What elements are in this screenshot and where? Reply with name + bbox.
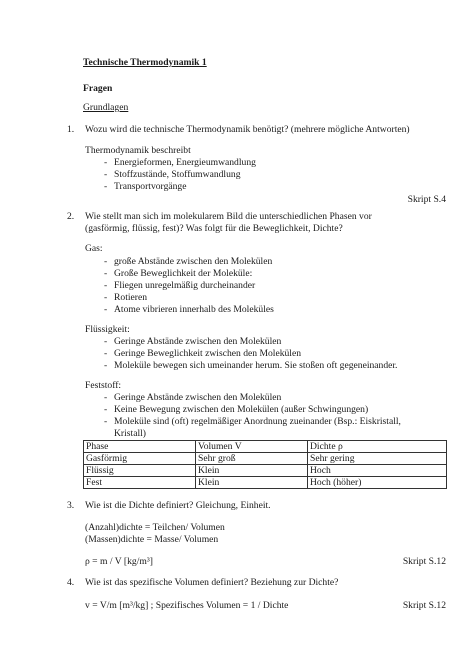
bullet-dash: - (104, 280, 108, 291)
number-density-definition: (Anzahl)dichte = Teilchen/ Volumen (85, 522, 225, 533)
table-cell: Hoch (308, 465, 447, 477)
question-3-number: 3. (67, 500, 75, 511)
question-1-reference: Skript S.4 (407, 194, 446, 205)
list-item: Rotieren (114, 292, 148, 303)
table-row (84, 477, 447, 489)
solid-label: Feststoff: (85, 380, 122, 391)
table-header-cell: Phase (84, 441, 196, 453)
list-item: Moleküle sind (oft) regelmäßiger Anordnung zueinander (Bsp.: Eiskristall, (114, 416, 401, 427)
gas-label: Gas: (85, 243, 103, 254)
list-item: Große Beweglichkeit der Moleküle: (114, 268, 253, 279)
bullet-dash: - (104, 304, 108, 315)
question-2-number: 2. (67, 211, 75, 222)
list-item: Geringe Abstände zwischen den Molekülen (114, 392, 282, 403)
table-cell: Flüssig (84, 465, 196, 477)
list-item-continuation: Kristall) (114, 428, 146, 439)
question-1-text: Wozu wird die technische Thermodynamik benötigt? (mehrere mögliche Antworten) (85, 124, 410, 135)
list-item: Transportvorgänge (114, 181, 187, 192)
table-cell: Klein (196, 477, 308, 489)
list-item: Atome vibrieren innerhalb des Moleküles (114, 304, 274, 315)
bullet-dash: - (104, 292, 108, 303)
table-cell: Gasförmig (84, 453, 196, 465)
subsection-heading: Grundlagen (83, 102, 129, 113)
question-2-text-line2: (gasförmig, flüssig, fest)? Was folgt für die Beweglichkeit, Dichte? (85, 223, 343, 234)
bullet-dash: - (104, 256, 108, 267)
section-heading: Fragen (83, 83, 113, 94)
document-title: Technische Thermodynamik 1 (83, 57, 207, 68)
list-item: Moleküle bewegen sich umeinander herum. Sie stoßen oft gegeneinander. (114, 360, 398, 371)
bullet-dash: - (104, 348, 108, 359)
bullet-dash: - (104, 360, 108, 371)
question-3-text: Wie ist die Dichte definiert? Gleichung, Einheit. (85, 500, 271, 511)
question-4-text: Wie ist das spezifische Volumen definiert? Beziehung zur Dichte? (85, 577, 339, 588)
question-4-number: 4. (67, 577, 75, 588)
table-cell: Sehr gering (308, 453, 447, 465)
bullet-dash: - (104, 404, 108, 415)
table-cell: Fest (84, 477, 196, 489)
table-cell: Klein (196, 465, 308, 477)
liquid-label: Flüssigkeit: (85, 324, 130, 335)
table-cell: Sehr groß (196, 453, 308, 465)
list-item: Fliegen unregelmäßig durcheinander (114, 280, 256, 291)
list-item: Geringe Beweglichkeit zwischen den Molekülen (114, 348, 302, 359)
bullet-dash: - (104, 416, 108, 427)
bullet-dash: - (104, 181, 108, 192)
list-item: Keine Bewegung zwischen den Molekülen (außer Schwingungen) (114, 404, 369, 415)
bullet-dash: - (104, 392, 108, 403)
table-row (84, 465, 447, 477)
table-header-cell: Volumen V (196, 441, 308, 453)
list-item: Stoffzustände, Stoffumwandlung (114, 169, 241, 180)
phase-table (83, 440, 447, 489)
table-cell: Hoch (höher) (308, 477, 447, 489)
question-2-text-line1: Wie stellt man sich im molekularem Bild die unterschiedlichen Phasen vor (85, 211, 372, 222)
mass-density-definition: (Massen)dichte = Masse/ Volumen (85, 534, 219, 545)
bullet-dash: - (104, 268, 108, 279)
list-item: Geringe Abstände zwischen den Molekülen (114, 336, 282, 347)
bullet-dash: - (104, 169, 108, 180)
list-item: Energieformen, Energieumwandlung (114, 157, 256, 168)
question-1-intro: Thermodynamik beschreibt (85, 145, 191, 156)
question-3-reference: Skript S.12 (402, 556, 446, 567)
table-header-row (84, 441, 447, 453)
bullet-dash: - (104, 157, 108, 168)
table-header-cell: Dichte ρ (308, 441, 447, 453)
question-4-reference: Skript S.12 (402, 600, 446, 611)
bullet-dash: - (104, 336, 108, 347)
question-1-number: 1. (67, 124, 75, 135)
specific-volume-formula: v = V/m [m³/kg] ; Spezifisches Volumen = 1 / Dichte (85, 600, 289, 611)
density-formula: ρ = m / V [kg/m³] (85, 556, 153, 567)
list-item: große Abstände zwischen den Molekülen (114, 256, 273, 267)
table-row (84, 453, 447, 465)
